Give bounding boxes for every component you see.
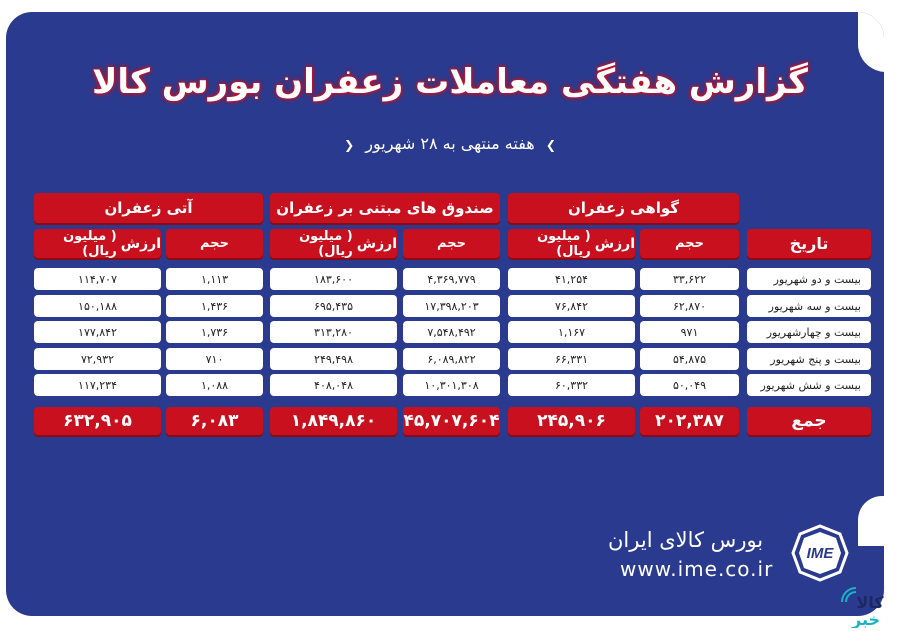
chevron-right-icon: ❯ [545,138,556,152]
row-date: بیست و شش شهریور [747,374,871,396]
value-unit: ( میلیون ریال) [63,228,117,259]
column-header-cert-value [508,229,635,258]
cell-fund-value: ۴۰۸,۰۴۸ [270,374,397,396]
row-date: بیست و سه شهریور [747,295,871,317]
column-header-date: تاریخ [747,229,871,258]
ime-logo-text: IME [806,545,834,562]
cell-cert-volume: ۵۴,۸۷۵ [640,348,739,370]
group-header-futures: آتی زعفران [34,193,263,223]
cell-fut-volume: ۱,۴۳۶ [166,295,263,317]
cell-fund-volume: ۷,۵۴۸,۴۹۲ [403,321,500,343]
watermark-line1: کالا [856,593,884,612]
report-subtitle [0,134,900,153]
total-label: جمع [747,407,871,435]
ime-logo-icon [791,524,849,582]
cell-fund-volume: ۴,۳۶۹,۷۷۹ [403,268,500,290]
cell-fund-volume: ۱۰,۳۰۱,۳۰۸ [403,374,500,396]
value-label: ارزش [356,235,397,252]
cell-cert-volume: ۶۲,۸۷۰ [640,295,739,317]
value-unit: ( میلیون ریال) [299,228,353,259]
group-header-certificate: گواهی زعفران [508,193,739,223]
cell-cert-volume: ۹۷۱ [640,321,739,343]
cell-fund-volume: ۱۷,۳۹۸,۲۰۳ [403,295,500,317]
column-header-cert-volume: حجم [640,229,739,258]
cell-fut-volume: ۷۱۰ [166,348,263,370]
total-cert-value: ۲۴۵,۹۰۶ [508,407,635,435]
exchange-name: بورس کالای ایران [608,528,764,552]
cell-fund-value: ۱۸۳,۶۰۰ [270,268,397,290]
cell-cert-value: ۷۶,۸۴۲ [508,295,635,317]
total-fund-value: ۱,۸۴۹,۸۶۰ [270,407,397,435]
cell-cert-volume: ۳۳,۶۲۲ [640,268,739,290]
column-header-fut-value [34,229,161,258]
cell-cert-value: ۶۰,۳۳۲ [508,374,635,396]
cell-fut-volume: ۱,۰۸۸ [166,374,263,396]
card-notch-bottom [858,496,884,546]
total-fut-volume: ۶,۰۸۳ [166,407,263,435]
value-unit: ( میلیون ریال) [537,228,591,259]
column-header-fut-volume: حجم [166,229,263,258]
total-fut-value: ۶۳۲,۹۰۵ [34,407,161,435]
cell-fund-volume: ۶,۰۸۹,۸۲۲ [403,348,500,370]
row-date: بیست و پنج شهریور [747,348,871,370]
total-cert-volume: ۲۰۲,۳۸۷ [640,407,739,435]
watermark-line2: خبر [851,610,881,628]
cell-fut-value: ۱۵۰,۱۸۸ [34,295,161,317]
cell-fut-value: ۷۲,۹۳۲ [34,348,161,370]
exchange-url[interactable]: www.ime.co.ir [620,557,774,581]
cell-cert-value: ۴۱,۲۵۴ [508,268,635,290]
week-label: هفته منتهی به ۲۸ شهریور [365,134,535,153]
cell-cert-volume: ۵۰,۰۴۹ [640,374,739,396]
column-header-fund-value [270,229,397,258]
cell-fut-volume: ۱,۷۳۶ [166,321,263,343]
cell-fund-value: ۳۱۳,۲۸۰ [270,321,397,343]
report-title: گزارش هفتگی معاملات زعفران بورس کالا [92,62,808,102]
column-header-fund-volume: حجم [403,229,500,258]
cell-fut-value: ۱۱۴,۷۰۷ [34,268,161,290]
value-label: ارزش [120,235,161,252]
row-date: بیست و چهارشهریور [747,321,871,343]
chevron-left-icon: ❮ [344,138,355,152]
total-fund-volume: ۴۵,۷۰۷,۶۰۴ [403,407,500,435]
cell-fut-volume: ۱,۱۱۳ [166,268,263,290]
group-header-fund: صندوق های مبتنی بر زعفران [270,193,500,223]
cell-fut-value: ۱۷۷,۸۴۲ [34,321,161,343]
cell-fund-value: ۶۹۵,۴۳۵ [270,295,397,317]
row-date: بیست و دو شهریور [747,268,871,290]
value-label: ارزش [594,235,635,252]
kala-khabar-watermark-icon [840,582,896,628]
cell-fut-value: ۱۱۷,۲۳۴ [34,374,161,396]
cell-cert-value: ۶۶,۳۳۱ [508,348,635,370]
cell-fund-value: ۲۴۹,۴۹۸ [270,348,397,370]
cell-cert-value: ۱,۱۶۷ [508,321,635,343]
